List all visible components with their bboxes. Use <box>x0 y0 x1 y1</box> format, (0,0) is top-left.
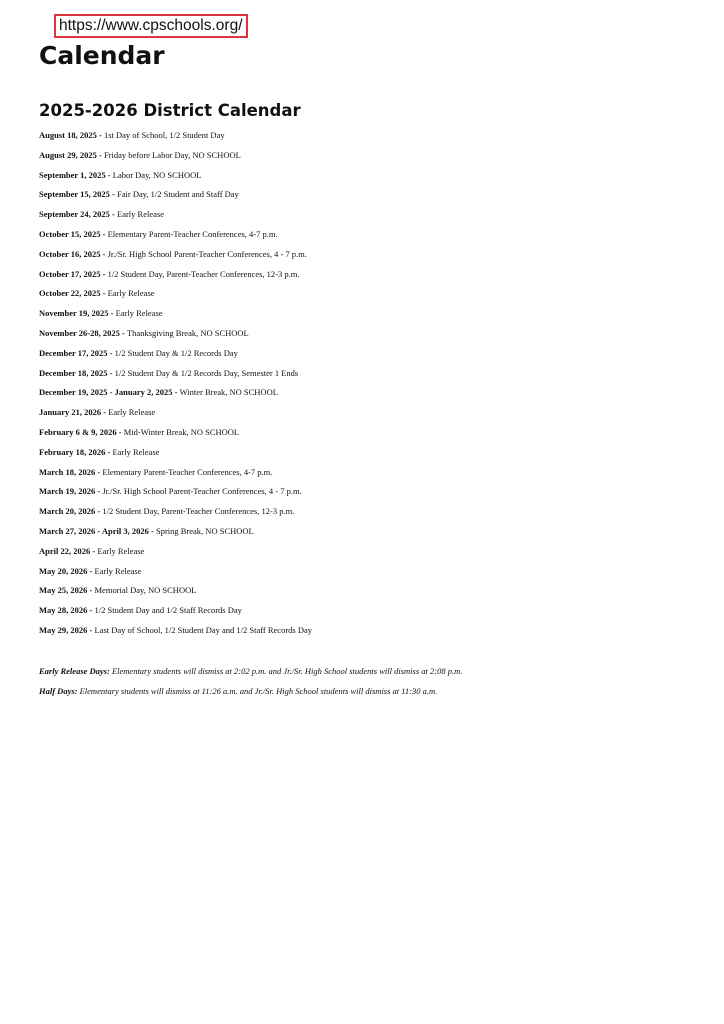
event-description: Memorial Day, NO SCHOOL <box>94 585 197 596</box>
event-description: Labor Day, NO SCHOOL <box>112 169 202 180</box>
event-separator: - <box>119 327 127 338</box>
note-term: Half Days: <box>39 686 78 696</box>
event-item <box>39 522 699 542</box>
event-date: March 18, 2026 <box>39 466 96 477</box>
event-date: September 24, 2025 <box>39 209 110 220</box>
event-description: Early Release <box>112 446 160 457</box>
event-item <box>39 146 699 166</box>
event-separator: - <box>87 565 95 576</box>
event-list <box>39 126 699 641</box>
event-separator: - <box>87 605 95 616</box>
event-separator: - <box>116 426 124 437</box>
event-description: Early Release <box>97 545 145 556</box>
event-separator: - <box>100 288 108 299</box>
event-item <box>39 621 699 641</box>
event-item <box>39 403 699 423</box>
event-item <box>39 601 699 621</box>
note-text: Elementary students will dismiss at 11:26 a.m. and Jr./Sr. High School students will dismiss at 11:30 a.m. <box>79 686 438 696</box>
event-item <box>39 542 699 562</box>
page-title: Calendar <box>39 41 165 70</box>
event-separator: - <box>95 506 103 517</box>
event-item <box>39 324 699 344</box>
event-separator: - <box>107 347 115 358</box>
event-item <box>39 443 699 463</box>
event-item <box>39 502 699 522</box>
event-separator: - <box>87 624 95 635</box>
event-description: Winter Break, NO SCHOOL <box>179 387 278 398</box>
half-days-note <box>39 681 699 701</box>
source-url-link[interactable]: https://www.cpschools.org/ <box>54 14 248 38</box>
event-separator: - <box>109 209 117 220</box>
event-description: Spring Break, NO SCHOOL <box>155 525 254 536</box>
event-date: October 22, 2025 <box>39 288 101 299</box>
section-title: 2025-2026 District Calendar <box>39 101 301 120</box>
event-item <box>39 304 699 324</box>
event-date: October 15, 2025 <box>39 228 101 239</box>
event-item <box>39 126 699 146</box>
event-date: May 29, 2026 <box>39 624 88 635</box>
event-description: 1/2 Student Day, Parent-Teacher Conferences, 12-3 p.m. <box>102 506 295 517</box>
event-item <box>39 205 699 225</box>
event-item <box>39 265 699 285</box>
event-item <box>39 463 699 483</box>
event-description: 1st Day of School, 1/2 Student Day <box>103 130 225 140</box>
event-separator: - <box>105 446 113 457</box>
event-item <box>39 364 699 384</box>
event-separator: - <box>87 585 95 596</box>
event-description: Early Release <box>117 209 164 220</box>
event-date: April 22, 2026 <box>39 545 91 556</box>
event-description: Early Release <box>108 407 156 418</box>
event-description: 1/2 Student Day and 1/2 Staff Records Day <box>94 605 242 616</box>
event-date: October 17, 2025 <box>39 268 101 279</box>
dismissal-notes <box>39 661 699 701</box>
event-separator: - <box>100 228 108 239</box>
event-description: 1/2 Student Day & 1/2 Records Day, Semester 1 Ends <box>114 367 299 378</box>
event-separator: - <box>108 308 116 319</box>
note-text: Elementary students will dismiss at 2:02 p.m. and Jr./Sr. High School students will dismiss at 2:08 p.m. <box>111 666 463 676</box>
event-date: September 15, 2025 <box>39 189 110 200</box>
event-date: May 25, 2026 <box>39 585 88 596</box>
event-description: Jr./Sr. High School Parent-Teacher Conferences, 4 - 7 p.m. <box>107 248 307 259</box>
event-date: May 20, 2026 <box>39 565 88 576</box>
event-date: August 29, 2025 <box>39 149 97 160</box>
event-separator: - <box>96 130 104 140</box>
event-date: February 18, 2026 <box>39 446 106 457</box>
event-date: February 6 & 9, 2026 <box>39 426 117 437</box>
event-date: January 21, 2026 <box>39 407 102 418</box>
event-item <box>39 344 699 364</box>
event-separator: - <box>148 525 156 536</box>
event-date: November 26-28, 2025 <box>39 327 120 338</box>
event-date: November 19, 2025 <box>39 308 109 319</box>
event-separator: - <box>105 169 113 180</box>
event-date: March 27, 2026 - April 3, 2026 <box>39 525 149 536</box>
event-date: December 17, 2025 <box>39 347 108 358</box>
event-item <box>39 562 699 582</box>
event-separator: - <box>100 248 108 259</box>
event-separator: - <box>101 407 109 418</box>
event-description: Elementary Parent-Teacher Conferences, 4-7 p.m. <box>107 228 278 239</box>
note-term: Early Release Days: <box>39 666 110 676</box>
event-item <box>39 581 699 601</box>
early-release-note <box>39 661 699 681</box>
event-date: March 20, 2026 <box>39 506 96 517</box>
event-separator: - <box>107 367 115 378</box>
event-date: August 18, 2025 <box>39 130 97 140</box>
event-separator: - <box>96 149 104 160</box>
event-item <box>39 423 699 443</box>
event-description: 1/2 Student Day, Parent-Teacher Conferences, 12-3 p.m. <box>107 268 300 279</box>
event-item <box>39 482 699 502</box>
event-item <box>39 225 699 245</box>
event-item <box>39 383 699 403</box>
event-description: Fair Day, 1/2 Student and Staff Day <box>117 189 239 200</box>
event-date: March 19, 2026 <box>39 486 96 497</box>
event-separator: - <box>95 466 103 477</box>
event-separator: - <box>109 189 117 200</box>
event-item <box>39 166 699 186</box>
event-item <box>39 284 699 304</box>
event-item <box>39 245 699 265</box>
event-description: Last Day of School, 1/2 Student Day and 1/2 Staff Records Day <box>94 624 313 635</box>
event-description: Elementary Parent-Teacher Conferences, 4-7 p.m. <box>102 466 273 477</box>
event-date: October 16, 2025 <box>39 248 101 259</box>
event-separator: - <box>95 486 103 497</box>
event-date: May 28, 2026 <box>39 605 88 616</box>
event-separator: - <box>100 268 108 279</box>
event-description: Early Release <box>115 308 163 319</box>
event-description: Jr./Sr. High School Parent-Teacher Conferences, 4 - 7 p.m. <box>102 486 302 497</box>
event-date: December 18, 2025 <box>39 367 108 378</box>
event-description: Friday before Labor Day, NO SCHOOL <box>103 149 241 160</box>
event-description: Early Release <box>107 288 155 299</box>
event-description: Mid-Winter Break, NO SCHOOL <box>123 426 240 437</box>
event-item <box>39 185 699 205</box>
event-separator: - <box>90 545 98 556</box>
event-separator: - <box>172 387 180 398</box>
event-date: December 19, 2025 - January 2, 2025 <box>39 387 173 398</box>
event-description: Early Release <box>94 565 142 576</box>
event-description: 1/2 Student Day & 1/2 Records Day <box>114 347 238 358</box>
event-description: Thanksgiving Break, NO SCHOOL <box>126 327 249 338</box>
event-date: September 1, 2025 <box>39 169 106 180</box>
